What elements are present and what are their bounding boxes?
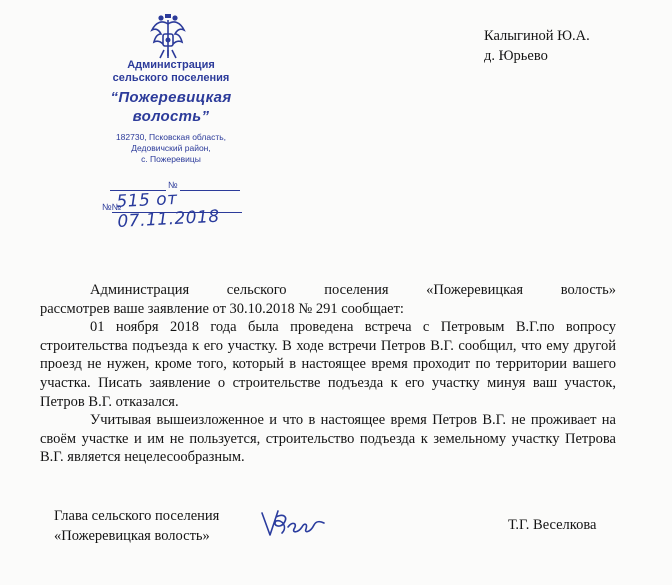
stamp-address xyxy=(96,132,246,165)
outgoing-date-row xyxy=(102,188,282,232)
signer-name: Т.Г. Веселкова xyxy=(508,517,597,533)
signer-title-line2: «Пожеревицкая волость» xyxy=(54,528,210,544)
stamp-org-name-line2: волость” xyxy=(132,108,210,125)
stamp-address-line: Дедовичский район, xyxy=(131,143,211,153)
handwritten-number-date: 515 от 07.11.2018 xyxy=(115,188,221,232)
stamp-org-line1: Администрация xyxy=(127,59,215,71)
stamp-address-line: 182730, Псковская область, xyxy=(115,132,227,142)
number-sign: № xyxy=(168,180,178,190)
date-prefix: №№ xyxy=(102,202,122,212)
signer-title xyxy=(54,506,219,546)
body-paragraph-intro-line2: рассмотрев ваше заявление от 30.10.2018 № 291 сообщает: xyxy=(40,300,404,317)
body-paragraph-meeting: 01 ноября 2018 года была проведена встреча с Петровым В.Г.по вопросу строительства подъезда к его участку. В ходе встречи Петров В.Г. сообщил, что ему другой проезд не нужен, кроме того, который в настоящее время проходит по территории вашего участка. Писать заявление о строительстве подъезда к его участку минуя ваш участок, Петров В.Г. отказался. xyxy=(40,319,616,410)
stamp-org-line2: сельского поселения xyxy=(112,72,230,84)
recipient-place: д. Юрьево xyxy=(484,48,548,64)
signer-title-line1: Глава сельского поселения xyxy=(54,508,220,524)
double-headed-eagle-icon xyxy=(148,14,188,62)
body-paragraph-intro-line1: Администрация сельского поселения «Пожеревицкая волость» xyxy=(90,282,616,298)
date-underline xyxy=(112,212,242,213)
recipient-block xyxy=(484,26,590,66)
stamp-address-line: с. Пожеревицы xyxy=(141,154,201,164)
letter-body xyxy=(40,281,616,467)
recipient-name: Калыгиной Ю.А. xyxy=(484,28,590,44)
handwritten-signature xyxy=(258,503,328,543)
stamp-org-name-line1: “Пожеревицкая xyxy=(110,89,232,106)
body-paragraph-conclusion: Учитывая вышеизложенное и что в настоящее время Петров В.Г. не проживает на своём участке и им не пользуется, строительство подъезда к земельному участку Петрова В.Г. является нецелесообразным. xyxy=(40,412,616,466)
